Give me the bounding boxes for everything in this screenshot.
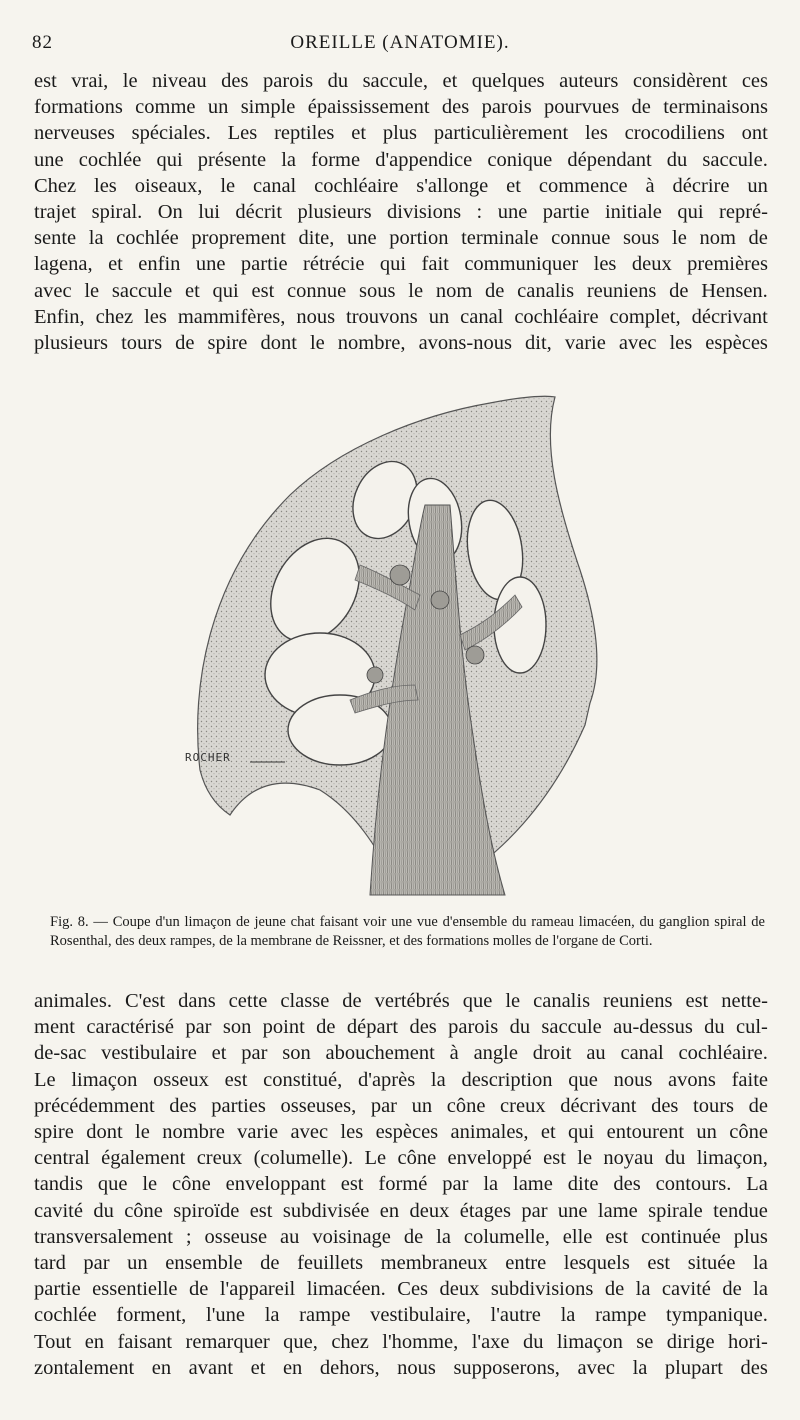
text-line: Le limaçon osseux est constitué, d'après la description que nous avons faite	[34, 1068, 768, 1091]
page-number: 82	[32, 32, 53, 53]
text-line: central également creux (columelle). Le cône enveloppé est le noyau du limaçon,	[34, 1147, 768, 1170]
spiral-ganglion	[367, 667, 383, 683]
spiral-ganglion	[390, 565, 410, 585]
text-line: lagena, et enfin une partie rétrécie qui fait communiquer les deux premières	[34, 253, 768, 276]
text-line: ment caractérisé par son point de départ des parois du saccule au-dessus du cul-	[34, 1016, 768, 1039]
text-line: une cochlée qui présente la forme d'appendice conique dépendant du saccule.	[34, 148, 768, 171]
rocher-label: ROCHER	[185, 751, 231, 764]
text-line: nerveuses spéciales. Les reptiles et plus particulièrement les crocodiliens ont	[34, 122, 768, 145]
text-line: partie essentielle de l'appareil limacéen. Ces deux subdivisions de la cavité de la	[34, 1278, 768, 1301]
text-line: formations comme un simple épaississement des parois pourvues de terminaisons	[34, 96, 768, 119]
page-header	[32, 32, 768, 58]
text-line: de-sac vestibulaire et par son abouchement à angle droit au canal cochléaire.	[34, 1042, 768, 1065]
text-line: cochlée forment, l'une la rampe vestibulaire, l'autre la rampe tympanique.	[34, 1304, 768, 1327]
text-line: précédemment des parties osseuses, par un cône creux décrivant des tours de	[34, 1094, 768, 1117]
text-line: zontalement en avant et en dehors, nous supposerons, avec la plupart des	[34, 1356, 768, 1379]
text-line: trajet spiral. On lui décrit plusieurs divisions : une partie initiale qui repré-	[34, 201, 768, 224]
top-paragraph	[34, 68, 768, 356]
bottom-paragraph	[34, 988, 768, 1381]
text-line: tandis que le cône enveloppant est formé par la lame dite des contours. La	[34, 1173, 768, 1196]
text-line: transversalement ; osseuse au voisinage de la columelle, elle est continuée plus	[34, 1225, 768, 1248]
spiral-ganglion	[431, 591, 449, 609]
text-line: avec le saccule et qui est connue sous le nom de canalis reuniens de Hensen.	[34, 279, 768, 302]
text-line: spire dont le nombre varie avec les espèces animales, et qui entourent un cône	[34, 1121, 768, 1144]
text-line: est vrai, le niveau des parois du saccule, et quelques auteurs considèrent ces	[34, 70, 768, 92]
running-title: OREILLE (ANATOMIE).	[290, 32, 510, 53]
text-line: animales. C'est dans cette classe de vertébrés que le canalis reuniens est nette-	[34, 990, 768, 1012]
cochlea-illustration	[170, 385, 630, 905]
text-line: tard par un ensemble de feuillets membraneux entre lesquels est située la	[34, 1252, 768, 1275]
text-line: Tout en faisant remarquer que, chez l'homme, l'axe du limaçon se dirige hori-	[34, 1330, 768, 1353]
text-line: Chez les oiseaux, le canal cochléaire s'allonge et commence à décrire un	[34, 174, 768, 197]
text-line: sente la cochlée proprement dite, une portion terminale connue sous le nom de	[34, 227, 768, 250]
spiral-ganglion	[466, 646, 484, 664]
text-line: Enfin, chez les mammifères, nous trouvons un canal cochléaire complet, décrivant	[34, 305, 768, 328]
text-line: plusieurs tours de spire dont le nombre, avons-nous dit, varie avec les espèces	[34, 332, 768, 355]
text-line: cavité du cône spiroïde est subdivisée en deux étages par une lame spirale tendue	[34, 1199, 768, 1222]
figure-caption: Fig. 8. — Coupe d'un limaçon de jeune chat faisant voir une vue d'ensemble du rameau limacéen, du ganglion spiral de Rosenthal, des deux rampes, de la membrane de Reissner, et des formations molles de l'organe de Corti.	[50, 914, 765, 949]
